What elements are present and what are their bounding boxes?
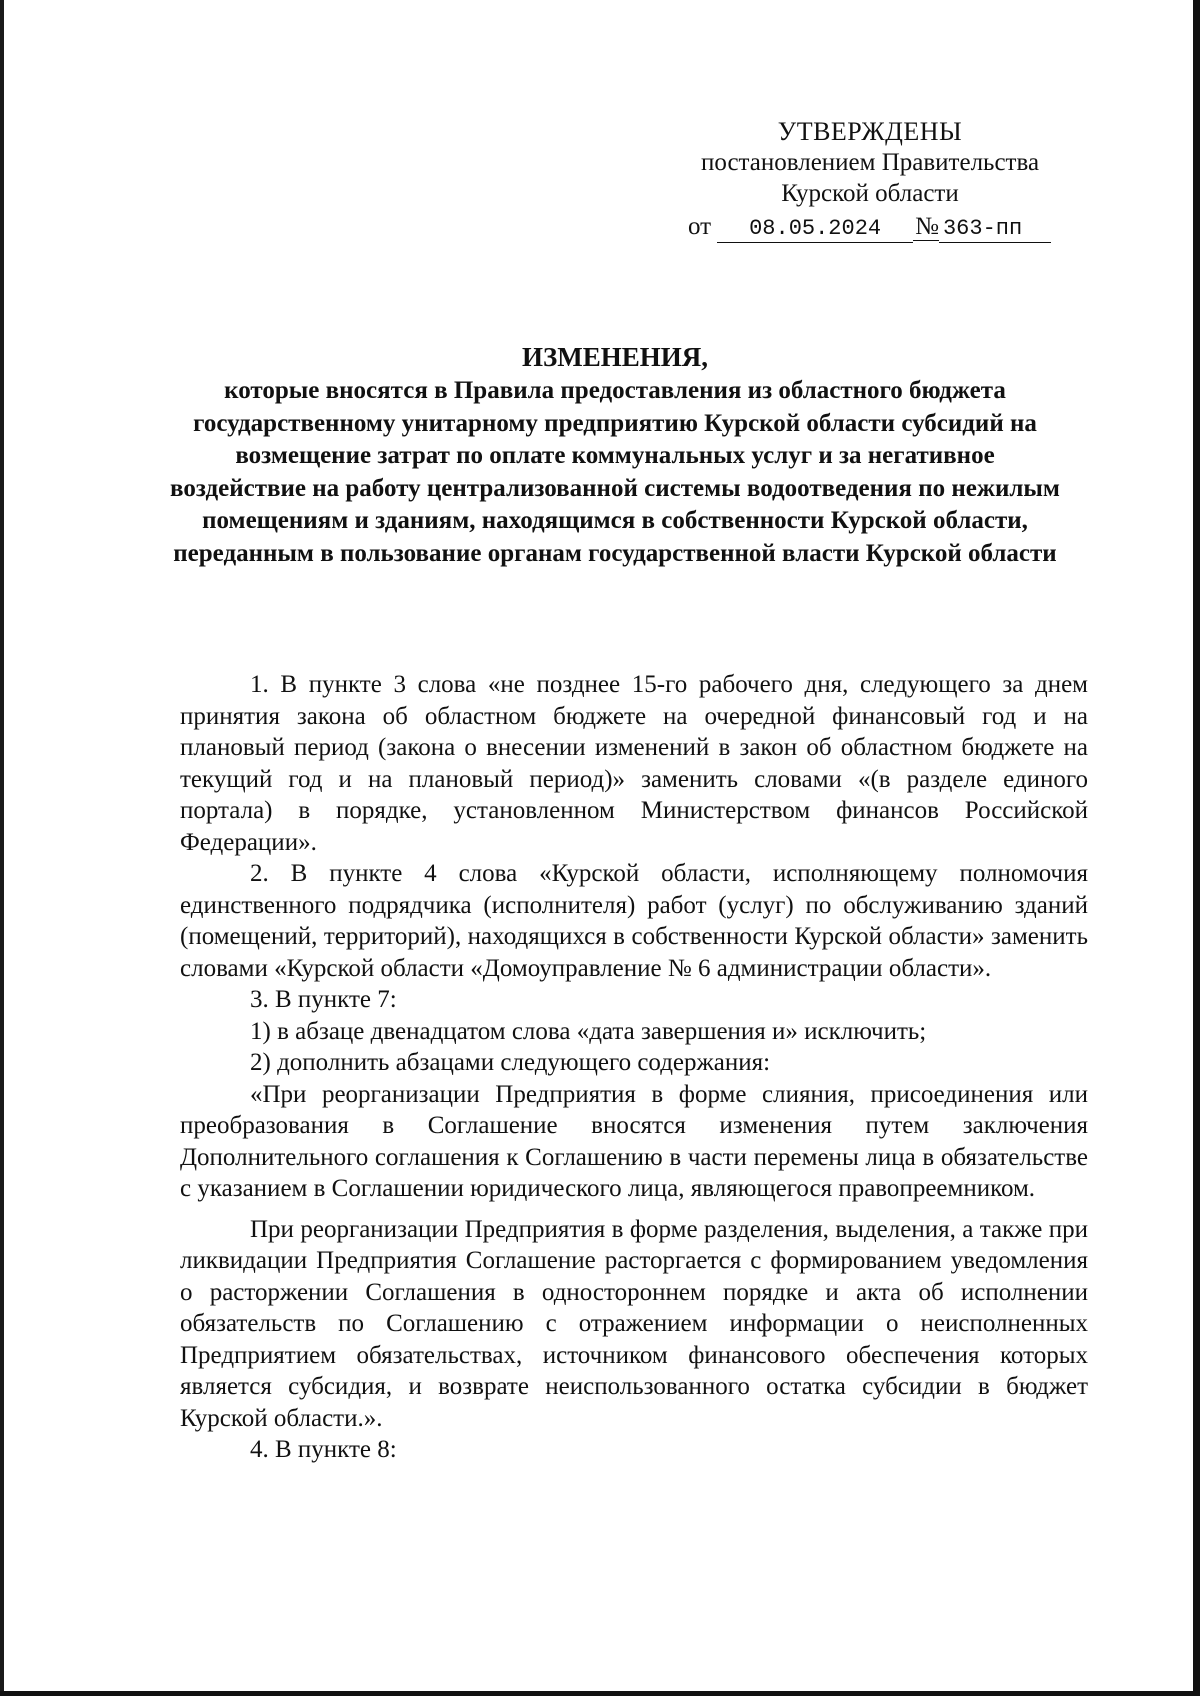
title-main: ИЗМЕНЕНИЯ, [521,342,708,372]
paragraph-5: 2) дополнить абзацами следующего содержания: [250,1049,771,1076]
paragraph-4: 1) в абзаце двенадцатом слова «дата завершения и» исключить; [250,1017,927,1045]
approval-block [660,116,1080,243]
approval-date: 08.05.2024 [717,216,913,243]
approval-heading: УТВЕРЖДЕНЫ [777,117,963,146]
approval-number: 363-пп [939,216,1051,243]
number-prefix: № [915,213,939,240]
scan-edge-right [1193,0,1200,1696]
paragraph-7: При реорганизации Предприятия в форме разделения, выделения, а также при ликвидации Предприятия Соглашение расторгается с формированием уведомления о расторжении Соглашения в одностороннем порядке и акта об исполнении обязательств по Соглашению с отражением информации о неисполненных Предприятием обязательствах, источником финансового обеспечения которых является субсидия, и возврате неиспользованного остатка субсидии в бюджет Курской области.». [180,1215,1088,1432]
scan-edge-left [0,0,4,1696]
paragraph-1: 1. В пункте 3 слова «не позднее 15-го рабочего дня, следующего за днем принятия закона об областном бюджете на очередной финансовый год и на плановый период (закона о внесении изменений в закон об областном бюджете на текущий год и на плановый период)» заменить словами «(в разделе единого портала) в порядке, установленном Министерством финансов Российской Федерации». [180,671,1088,856]
paragraph-8: 4. В пункте 8: [250,1436,397,1463]
date-prefix: от [688,213,712,240]
approval-resolution: постановлением Правительства [700,149,1040,176]
scan-edge-bottom [0,1691,1200,1696]
paragraph-6: «При реорганизации Предприятия в форме слияния, присоединения или преобразования в Соглашение вносятся изменения путем заключения Дополнительного соглашения к Соглашению в части перемены лица в обязательстве с указанием в Соглашении юридического лица, являющегося правопреемником. [180,1080,1088,1202]
paragraph-3: 3. В пункте 7: [250,986,397,1013]
title-subtitle: которые вносятся в Правила предоставления из областного бюджета государственному унитарному предприятию Курской области субсидий на возмещение затрат по оплате коммунальных услуг и за негативное воздействие на работу централизованной системы водоотведения по нежилым помещениям и зданиям, находящимся в собственности Курской области, переданным в пользование органам государственной власти Курской области [170,377,1060,567]
approval-region: Курской области [781,180,959,207]
document-title [170,340,1060,570]
document-body [180,669,1088,1466]
approval-date-line [660,211,1080,243]
paragraph-2: 2. В пункте 4 слова «Курской области, исполняющему полномочия единственного подрядчика (исполнителя) работ (услуг) по обслуживанию зданий (помещений, территорий), находящихся в собственности Курской области» заменить словами «Курской области «Домоуправление № 6 администрации области». [180,860,1088,982]
